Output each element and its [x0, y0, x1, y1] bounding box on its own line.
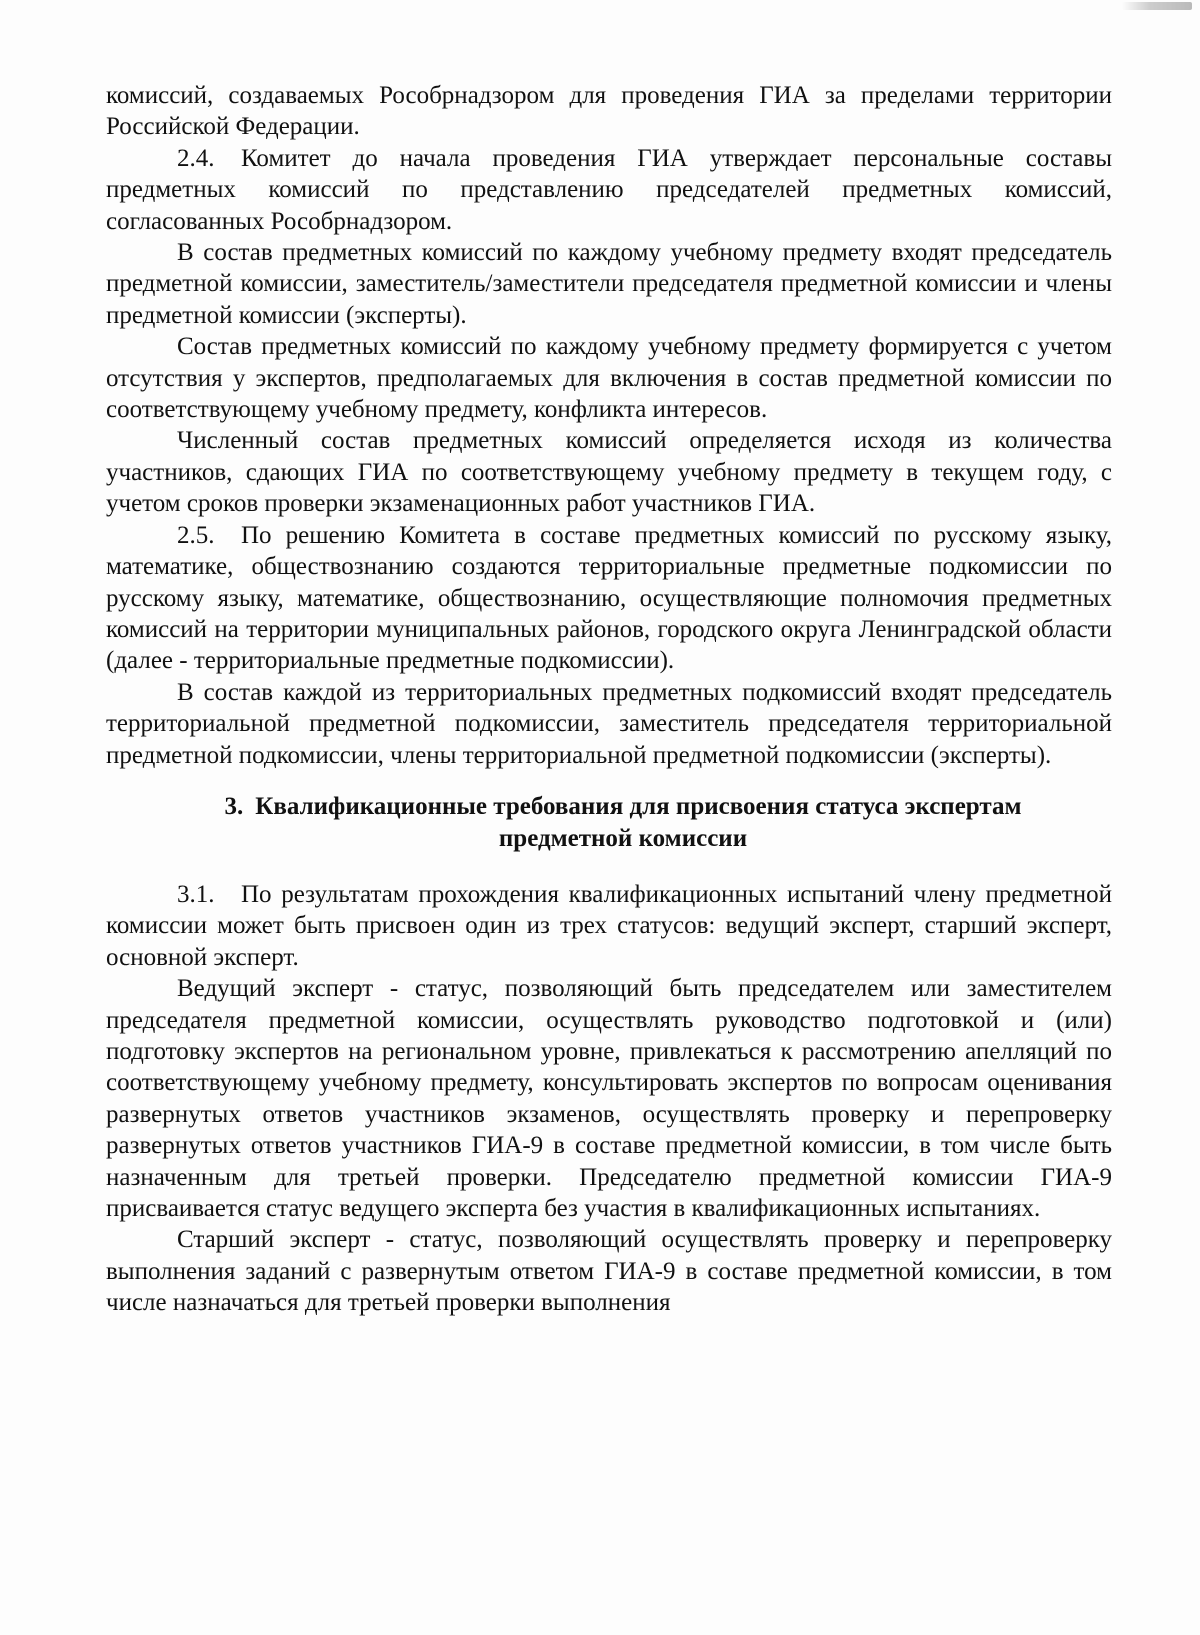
- clause-number: 2.5.: [177, 521, 215, 549]
- paragraph-text: В состав предметных комиссий по каждому учебному предмету входят председатель предметной комиссии, заместитель/заместители председателя предметной комиссии и члены предметной комиссии (эксперты).: [106, 239, 1112, 329]
- paragraph-senior-expert: [106, 1224, 1112, 1318]
- paragraph-text: В состав каждой из территориальных предметных подкомиссий входят председатель территориальной предметной подкомиссии, заместитель председателя территориальной предметной подкомиссии, члены территориальной предметной подкомиссии (эксперты).: [106, 678, 1112, 769]
- scan-artifact: [1122, 2, 1192, 10]
- section-heading-line-1: [134, 791, 1112, 823]
- paragraph-2-4: [106, 143, 1112, 237]
- paragraph-text: По решению Комитета в составе предметных комиссий по русскому языку, математике, обществознанию создаются территориальные предметные подкомиссии по русскому языку, математике, обществознанию, осуществляющие полномочия предметных комиссий на территории муниципальных районов, городского округа Ленинградской области (далее - территориальные предметные подкомиссии).: [106, 521, 1112, 675]
- paragraph-text: Старший эксперт - статус, позволяющий осуществлять проверку и перепроверку выполнения заданий с развернутым ответом ГИА-9 в составе предметной комиссии, в том числе назначаться для третьей проверки выполнения: [106, 1226, 1112, 1317]
- paragraph-subcommission-composition: [106, 677, 1112, 771]
- paragraph-text: комиссий, создаваемых Рособрнадзором для проведения ГИА за пределами территории Российской Федерации.: [106, 82, 1112, 141]
- section-heading-line-2: предметной комиссии: [498, 824, 748, 852]
- paragraph-text: Комитет до начала проведения ГИА утверждает персональные составы предметных комиссий по представлению председателей предметных комиссий, согласованных Рособрнадзором.: [106, 144, 1112, 235]
- paragraph-continuation: [106, 80, 1112, 143]
- paragraph-numeric-composition: [106, 425, 1112, 519]
- document-body: [106, 80, 1112, 1319]
- paragraph-text: По результатам прохождения квалификационных испытаний члену предметной комиссии может быть присвоен один из трех статусов: ведущий эксперт, старший эксперт, основной эксперт.: [106, 880, 1112, 971]
- paragraph-3-1: [106, 879, 1112, 973]
- clause-number: 2.4.: [177, 144, 215, 172]
- paragraph-conflict-of-interest: [106, 331, 1112, 425]
- paragraph-text: Численный состав предметных комиссий определяется исходя из количества участников, сдающих ГИА по соответствующему учебному предмету в текущем году, с учетом сроков проверки экзаменационных работ участников ГИА.: [106, 427, 1112, 518]
- paragraph-text: Ведущий эксперт - статус, позволяющий быть председателем или заместителем председателя предметной комиссии, осуществлять руководство подготовкой и (или) подготовку экспертов на региональном уровне, привлекаться к рассмотрению апелляций по соответствующему учебному предмету, консультировать экспертов по вопросам оценивания развернутых ответов участников экзаменов, осуществлять проверку и перепроверку развернутых ответов участников ГИА-9 в составе предметной комиссии, в том числе быть назначенным для третьей проверки. Председателю предметной комиссии ГИА-9 присваивается статус ведущего эксперта без участия в квалификационных испытаниях.: [106, 975, 1112, 1222]
- section-title: Квалификационные требования для присвоения статуса экспертам: [255, 792, 1022, 820]
- clause-number: 3.1.: [177, 880, 215, 908]
- section-3-heading: [106, 791, 1112, 855]
- section-number: 3.: [224, 792, 244, 820]
- paragraph-lead-expert: [106, 973, 1112, 1224]
- paragraph-2-5: [106, 520, 1112, 677]
- paragraph-text: Состав предметных комиссий по каждому учебному предмету формируется с учетом отсутствия у экспертов, предполагаемых для включения в состав предметной комиссии по соответствующему учебному предмету, конфликта интересов.: [106, 333, 1112, 424]
- paragraph-commission-composition: [106, 237, 1112, 331]
